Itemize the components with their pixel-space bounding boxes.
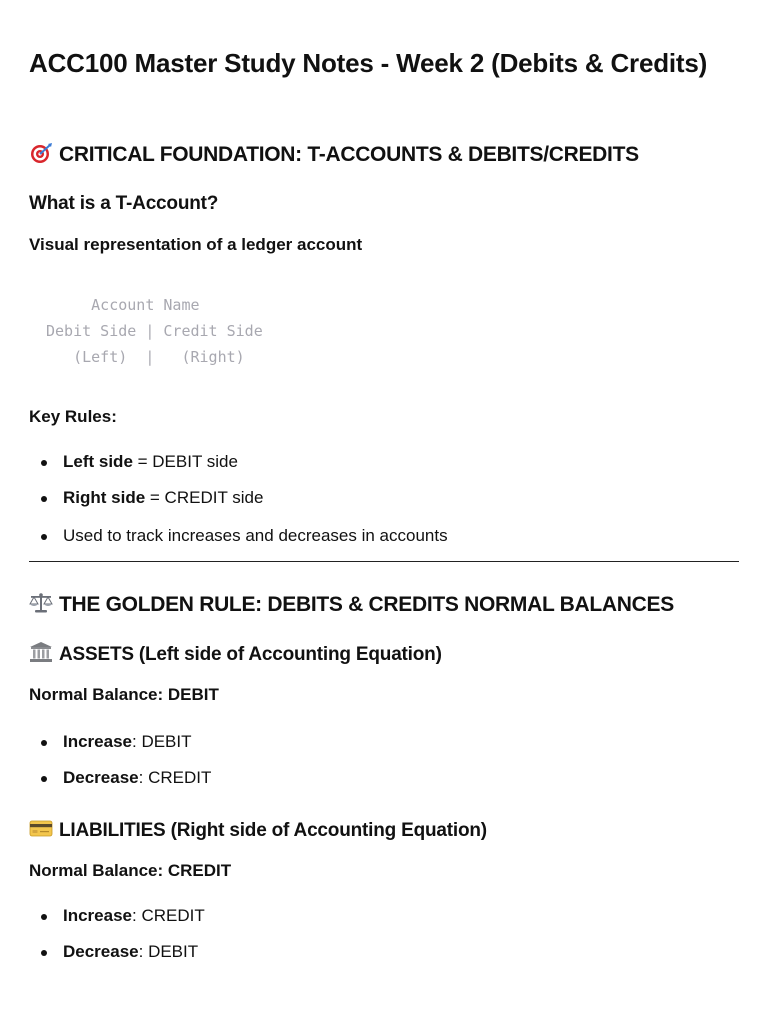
item-bold: Increase xyxy=(63,906,132,925)
item-text: : CREDIT xyxy=(138,768,212,787)
assets-normal-balance: Normal Balance: DEBIT xyxy=(29,685,219,704)
section-heading-golden-rule xyxy=(29,591,674,619)
rule-text: = DEBIT side xyxy=(132,452,238,471)
t-account-description: Visual representation of a ledger account xyxy=(29,235,363,254)
diagram-line-2: Debit Side | Credit Side xyxy=(46,322,263,340)
item-bold: Decrease xyxy=(63,942,139,961)
section-divider xyxy=(29,561,739,562)
liabilities-normal-balance: Normal Balance: CREDIT xyxy=(29,861,232,880)
rule-text: Used to track increases and decreases in accounts xyxy=(63,526,448,545)
item-text: : CREDIT xyxy=(132,906,205,925)
list-item xyxy=(29,904,205,928)
subheading-liabilities-text: LIABILITIES (Right side of Accounting Equation) xyxy=(59,820,487,841)
item-bold: Increase xyxy=(63,732,132,751)
list-item xyxy=(29,486,448,510)
liabilities-list xyxy=(29,904,205,964)
balance-scale-icon xyxy=(29,592,53,614)
bank-icon xyxy=(29,641,53,663)
subheading-liabilities xyxy=(29,817,487,844)
page-title: ACC100 Master Study Notes - Week 2 (Debits & Credits) xyxy=(29,48,708,78)
subheading-assets xyxy=(29,641,442,668)
subheading-assets-text: ASSETS (Left side of Accounting Equation) xyxy=(59,644,442,665)
rule-text: = CREDIT side xyxy=(145,488,264,507)
list-item xyxy=(29,940,205,964)
item-text: : DEBIT xyxy=(132,732,192,751)
rule-bold: Right side xyxy=(63,488,146,507)
diagram-line-1: Account Name xyxy=(46,296,200,314)
section-heading-foundation xyxy=(29,141,639,169)
section-heading-golden-rule-text: THE GOLDEN RULE: DEBITS & CREDITS NORMAL BALANCES xyxy=(59,593,674,616)
item-bold: Decrease xyxy=(63,768,139,787)
item-text: : DEBIT xyxy=(138,942,199,961)
list-item xyxy=(29,524,448,548)
list-item xyxy=(29,766,211,790)
key-rules-list xyxy=(29,450,448,548)
list-item xyxy=(29,730,211,754)
key-rules-label: Key Rules: xyxy=(29,407,117,426)
t-account-diagram xyxy=(46,292,263,370)
rule-bold: Left side xyxy=(63,452,133,471)
subheading-t-account: What is a T-Account? xyxy=(29,193,219,214)
list-item xyxy=(29,450,448,474)
diagram-line-3: (Left) | (Right) xyxy=(46,348,245,366)
assets-list xyxy=(29,730,211,790)
target-icon xyxy=(29,142,53,164)
credit-card-icon xyxy=(29,817,53,839)
section-heading-foundation-text: CRITICAL FOUNDATION: T-ACCOUNTS & DEBITS/CREDITS xyxy=(59,143,639,166)
